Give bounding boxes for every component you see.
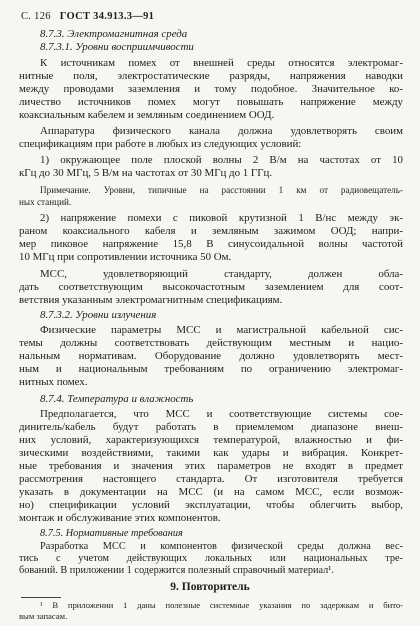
paragraph-line: МСС, удовлетворяющий стандарту, должен обла-	[40, 268, 403, 280]
list-item-1: 1) окружающее поле плоской волны 2 В/м на частотах от 10	[40, 154, 403, 166]
list-item-2: 2) напряжение помехи с пиковой крутизной 1 В/нс между эк-	[40, 212, 403, 224]
paragraph-line: Физические параметры МСС и магистральной кабельной сис-	[40, 324, 403, 336]
section-8-7-4-heading: 8.7.4. Температура и влажность	[40, 393, 194, 405]
section-9-heading: 9. Повторитель	[170, 581, 250, 593]
paragraph-line: спецификациям при работе в любых из следующих условий:	[19, 138, 302, 150]
paragraph-line: личество источников помех могут повышать напряжение между	[19, 96, 403, 108]
paragraph-line: зическими воздействиями, такими как удары и вибрация. Конкрет-	[19, 447, 403, 459]
paragraph-line: динитель/кабель будут работать в приемлемом диапазоне внеш-	[19, 421, 403, 433]
paragraph-line: ным и национальным требованиям по ограничению электромаг-	[19, 363, 403, 375]
section-8-7-5-heading: 8.7.5. Нормативные требования	[40, 528, 183, 539]
page-number: С. 126	[21, 11, 51, 22]
paragraph-line: но) спецификации условий эксплуатации, чтобы облегчить выбор,	[19, 499, 403, 511]
section-8-7-3-1-heading: 8.7.3.1. Уровни восприимчивости	[40, 41, 194, 53]
paragraph-line: нитных помех.	[19, 376, 88, 388]
paragraph-line: Разработка МСС и компонентов физической среды должна вес-	[40, 541, 403, 552]
paragraph-line: темы должны соответствовать действующим местным и нацио-	[19, 337, 403, 349]
paragraph-line: указать в документации на МСС (и на самом МСС, если возмож-	[19, 486, 403, 498]
list-item-2-cont: раном коаксиального кабеля и земляным зажимом ООД; напри-	[19, 225, 403, 237]
list-item-1-cont: кГц до 30 МГц, 5 В/м на частотах от 30 МГц до 1 ГГц.	[19, 167, 273, 179]
paragraph-line: монтаж и обслуживание этих компонентов.	[19, 512, 221, 524]
paragraph-line: них условий, характеризующихся температурой, влажностью и фи-	[19, 434, 403, 446]
paragraph-line: нитные поля, электростатические разряды, напряжения наводки	[19, 70, 403, 82]
paragraph-line: Аппаратура физического канала должна удовлетворять своим	[40, 125, 403, 137]
note-line: ных станций.	[19, 197, 72, 207]
footnote-line: ¹ В приложении 1 даны полезные системные указания по задержкам и бито-	[40, 600, 403, 610]
paragraph-line: ные требования и значения этих параметров не входят в предмет	[19, 460, 403, 472]
paragraph-line: Предполагается, что МСС и соответствующие системы сое-	[40, 408, 403, 420]
footnote-line: вым запасам.	[19, 611, 68, 621]
paragraph-line: ветствия указанным электромагнитным спецификациям.	[19, 294, 283, 306]
paragraph-line: бований. В приложении 1 содержится полезный справочный материал¹.	[19, 565, 334, 576]
list-item-2-cont: мер пиковое напряжение 15,8 В синусоидальной волны частотой	[19, 238, 403, 250]
section-8-7-3-heading: 8.7.3. Электромагнитная среда	[40, 28, 188, 40]
list-item-2-cont: 10 МГц при сопротивлении источника 50 Ом.	[19, 251, 232, 263]
paragraph-line: К источникам помех от внешней среды относятся электромаг-	[40, 57, 403, 69]
paragraph-line: между проводами заземления и тому подобное. Значительное ко-	[19, 83, 403, 95]
note-line: Примечание. Уровни, типичные на расстоянии 1 км от радиовещатель-	[40, 185, 403, 195]
paragraph-line: нальным нормативам. Оборудование должно удовлетворять мест-	[19, 350, 403, 362]
paragraph-line: тись с учетом действующих локальных или национальных тре-	[19, 553, 403, 564]
paragraph-line: дать соответствующим высокочастотным заземлением для соот-	[19, 281, 403, 293]
paragraph-line: рассмотрения настоящего стандарта. От изготовителя требуется	[19, 473, 403, 485]
section-8-7-3-2-heading: 8.7.3.2. Уровни излучения	[40, 309, 157, 321]
paragraph-line: коаксиальным кабелем и земляным соединением ООД.	[19, 109, 275, 121]
standard-code: ГОСТ 34.913.3—91	[59, 11, 155, 22]
page-header	[21, 11, 154, 22]
